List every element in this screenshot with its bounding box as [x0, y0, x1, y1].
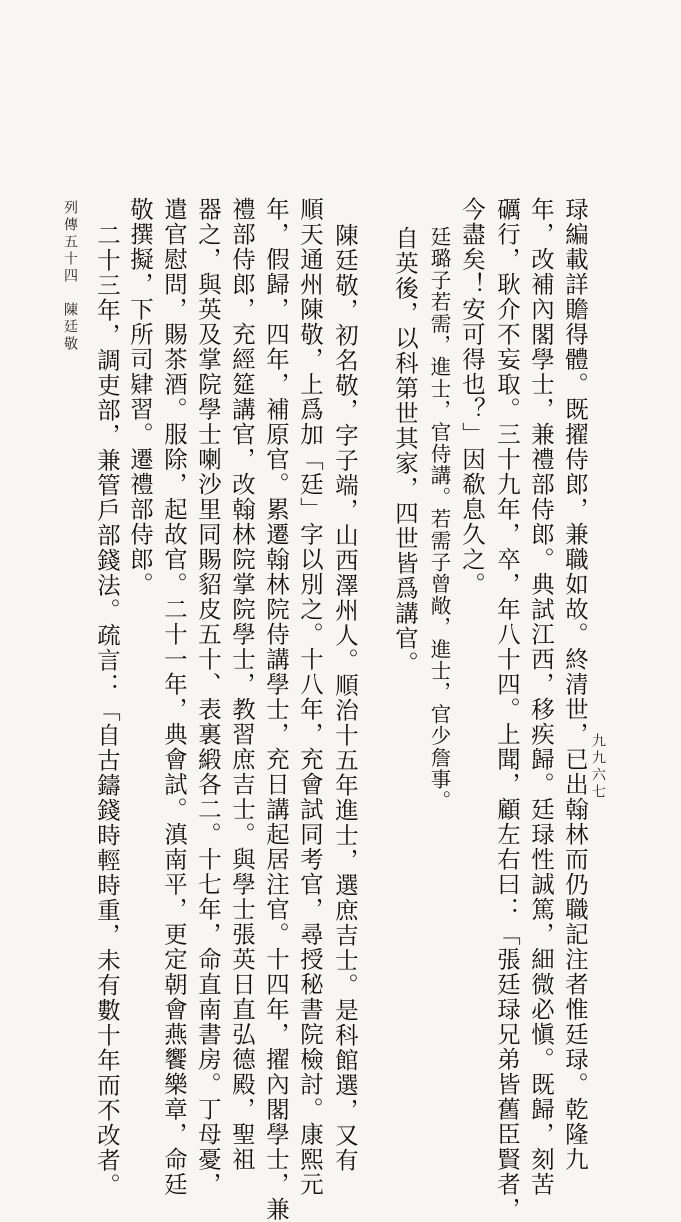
text-column-2: 年，改補內閣學士，兼禮部侍郎。典試江西，移疾歸。廷琭性誠篤，細微必愼。既歸，刻苦 — [527, 197, 555, 1197]
text-column-1: 琭編載詳贍得體。既擢侍郎，兼職如故。終清世，已出翰林而仍職記注者惟廷琭。乾隆九 — [561, 197, 589, 1172]
text-column-14: 二十三年，調吏部，兼管戶部錢法。疏言：「自古鑄錢時輕時重，未有數十年而不改者。 — [93, 223, 121, 1198]
text-column-4: 今盡矣！安可得也？」因欷息久之。 — [458, 197, 486, 597]
text-column-10: 禮部侍郎，充經筵講官，改翰林院掌院學士，教習庶吉士。與學士張英日直弘德殿，聖祖 — [228, 197, 256, 1172]
text-column-12: 遣官慰問，賜茶酒。服除，起故官。二十一年，典會試。滇南平，更定朝會燕饗樂章，命廷 — [160, 197, 188, 1197]
page-number: 九九六七 — [590, 733, 606, 801]
text-column-3: 礪行，耿介不妄取。三十九年，卒，年八十四。上聞，顧左右曰：「張廷琭兄弟皆舊臣賢者， — [493, 197, 521, 1222]
text-column-9: 年，假歸，四年，補原官。累遷翰林院侍講學士，充日講起居注官。十四年，擢內閣學士，兼 — [262, 197, 290, 1222]
running-header: 列傳五十四 陳廷敬 — [62, 200, 78, 353]
text-column-7: 陳廷敬，初名敬，字子端，山西澤州人。順治十五年進士，選庶吉士。是科館選，又有 — [331, 223, 359, 1173]
text-column-6: 自英後，以科第世其家，四世皆爲講官。 — [391, 226, 419, 676]
text-column-5: 廷璐子若需，進士，官侍講。若需子曾敞，進士，官少詹事。 — [427, 226, 451, 812]
text-column-8: 順天通州陳敬，上爲加「廷」字以別之。十八年，充會試同考官，尋授秘書院檢討。康熙元 — [296, 197, 324, 1197]
text-column-13: 敬撰擬，下所司肄習。遷禮部侍郎。 — [126, 197, 154, 597]
text-column-11: 器之，與英及掌院學士喇沙里同賜貂皮五十、表裏緞各二。十七年，命直南書房。丁母憂， — [194, 197, 222, 1197]
